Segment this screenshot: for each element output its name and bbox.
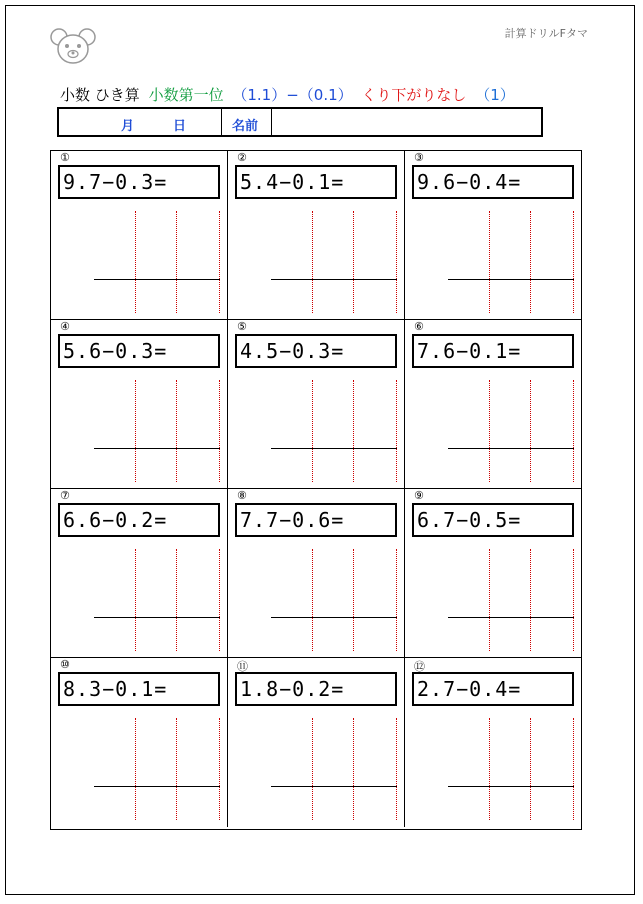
problem-number: ⑫ — [414, 660, 425, 673]
place-value-guide-line — [176, 549, 177, 651]
place-value-guide-line — [312, 211, 313, 313]
problem-expression-box[interactable]: 5.6−0.3= — [58, 334, 220, 368]
place-value-guide-line — [353, 718, 354, 820]
problem-number: ① — [60, 151, 70, 164]
problem-number: ⑧ — [237, 489, 247, 502]
answer-line — [271, 279, 397, 280]
problem-number: ② — [237, 151, 247, 164]
place-value-guide-line — [396, 718, 397, 820]
problem-cell — [51, 320, 228, 489]
title-sheet-number: （1） — [475, 86, 515, 104]
name-label: 名前 — [222, 109, 272, 135]
title-level: 小数第一位 — [148, 86, 224, 104]
title-topic: 小数 ひき算 — [60, 86, 140, 104]
problem-expression-box[interactable]: 5.4−0.1= — [235, 165, 397, 199]
place-value-guide-line — [176, 718, 177, 820]
problem-expression-box[interactable]: 8.3−0.1= — [58, 672, 220, 706]
problem-expression-box[interactable]: 2.7−0.4= — [412, 672, 574, 706]
problem-cell — [405, 489, 581, 658]
problem-cell — [51, 151, 228, 320]
place-value-guide-line — [219, 211, 220, 313]
name-date-box — [57, 107, 543, 137]
place-value-guide-line — [176, 380, 177, 482]
answer-line — [271, 448, 397, 449]
place-value-guide-line — [312, 718, 313, 820]
answer-line — [448, 448, 574, 449]
problem-cell — [405, 151, 581, 320]
problem-number: ⑪ — [237, 660, 248, 673]
answer-line — [448, 786, 574, 787]
place-value-guide-line — [489, 380, 490, 482]
problem-expression-box[interactable]: 1.8−0.2= — [235, 672, 397, 706]
place-value-guide-line — [135, 380, 136, 482]
place-value-guide-line — [530, 211, 531, 313]
place-value-guide-line — [135, 549, 136, 651]
place-value-guide-line — [353, 549, 354, 651]
answer-line — [94, 279, 220, 280]
place-value-guide-line — [573, 718, 574, 820]
place-value-guide-line — [396, 211, 397, 313]
problem-cell — [228, 151, 405, 320]
problem-number: ⑨ — [414, 489, 424, 502]
problem-expression-box[interactable]: 7.6−0.1= — [412, 334, 574, 368]
problem-expression-box[interactable]: 7.7−0.6= — [235, 503, 397, 537]
name-field[interactable] — [272, 109, 541, 135]
place-value-guide-line — [489, 211, 490, 313]
problem-cell — [51, 489, 228, 658]
date-field[interactable] — [59, 109, 222, 135]
place-value-guide-line — [312, 549, 313, 651]
place-value-guide-line — [312, 380, 313, 482]
problem-number: ③ — [414, 151, 424, 164]
bear-mascot-icon — [48, 26, 98, 66]
place-value-guide-line — [530, 718, 531, 820]
day-label: 日 — [173, 119, 187, 134]
problem-expression-box[interactable]: 9.6−0.4= — [412, 165, 574, 199]
place-value-guide-line — [573, 549, 574, 651]
problem-cell — [228, 320, 405, 489]
answer-line — [94, 617, 220, 618]
worksheet-title — [60, 84, 519, 105]
place-value-guide-line — [219, 549, 220, 651]
place-value-guide-line — [135, 718, 136, 820]
place-value-guide-line — [219, 380, 220, 482]
place-value-guide-line — [530, 380, 531, 482]
place-value-guide-line — [489, 718, 490, 820]
problem-expression-box[interactable]: 9.7−0.3= — [58, 165, 220, 199]
brand-label: 計算ドリルFタマ — [504, 27, 588, 40]
month-label: 月 — [121, 119, 135, 134]
problem-expression-box[interactable]: 4.5−0.3= — [235, 334, 397, 368]
answer-line — [271, 617, 397, 618]
problem-cell — [228, 489, 405, 658]
problem-expression-box[interactable]: 6.6−0.2= — [58, 503, 220, 537]
place-value-guide-line — [353, 380, 354, 482]
answer-line — [271, 786, 397, 787]
problem-cell — [51, 658, 228, 827]
place-value-guide-line — [396, 380, 397, 482]
problem-number: ⑩ — [60, 658, 70, 671]
answer-line — [448, 617, 574, 618]
problem-number: ⑥ — [414, 320, 424, 333]
answer-line — [94, 786, 220, 787]
title-pattern: （1.1）−（0.1） — [232, 86, 353, 104]
problem-number: ⑤ — [237, 320, 247, 333]
place-value-guide-line — [489, 549, 490, 651]
problem-cell — [228, 658, 405, 827]
place-value-guide-line — [135, 211, 136, 313]
place-value-guide-line — [573, 380, 574, 482]
answer-line — [448, 279, 574, 280]
place-value-guide-line — [176, 211, 177, 313]
answer-line — [94, 448, 220, 449]
place-value-guide-line — [530, 549, 531, 651]
problem-grid — [50, 150, 582, 830]
problem-number: ⑦ — [60, 489, 70, 502]
problem-cell — [405, 658, 581, 827]
problem-expression-box[interactable]: 6.7−0.5= — [412, 503, 574, 537]
problem-number: ④ — [60, 320, 70, 333]
place-value-guide-line — [219, 718, 220, 820]
problem-cell — [405, 320, 581, 489]
place-value-guide-line — [353, 211, 354, 313]
place-value-guide-line — [573, 211, 574, 313]
place-value-guide-line — [396, 549, 397, 651]
title-condition: くり下がりなし — [361, 86, 467, 104]
